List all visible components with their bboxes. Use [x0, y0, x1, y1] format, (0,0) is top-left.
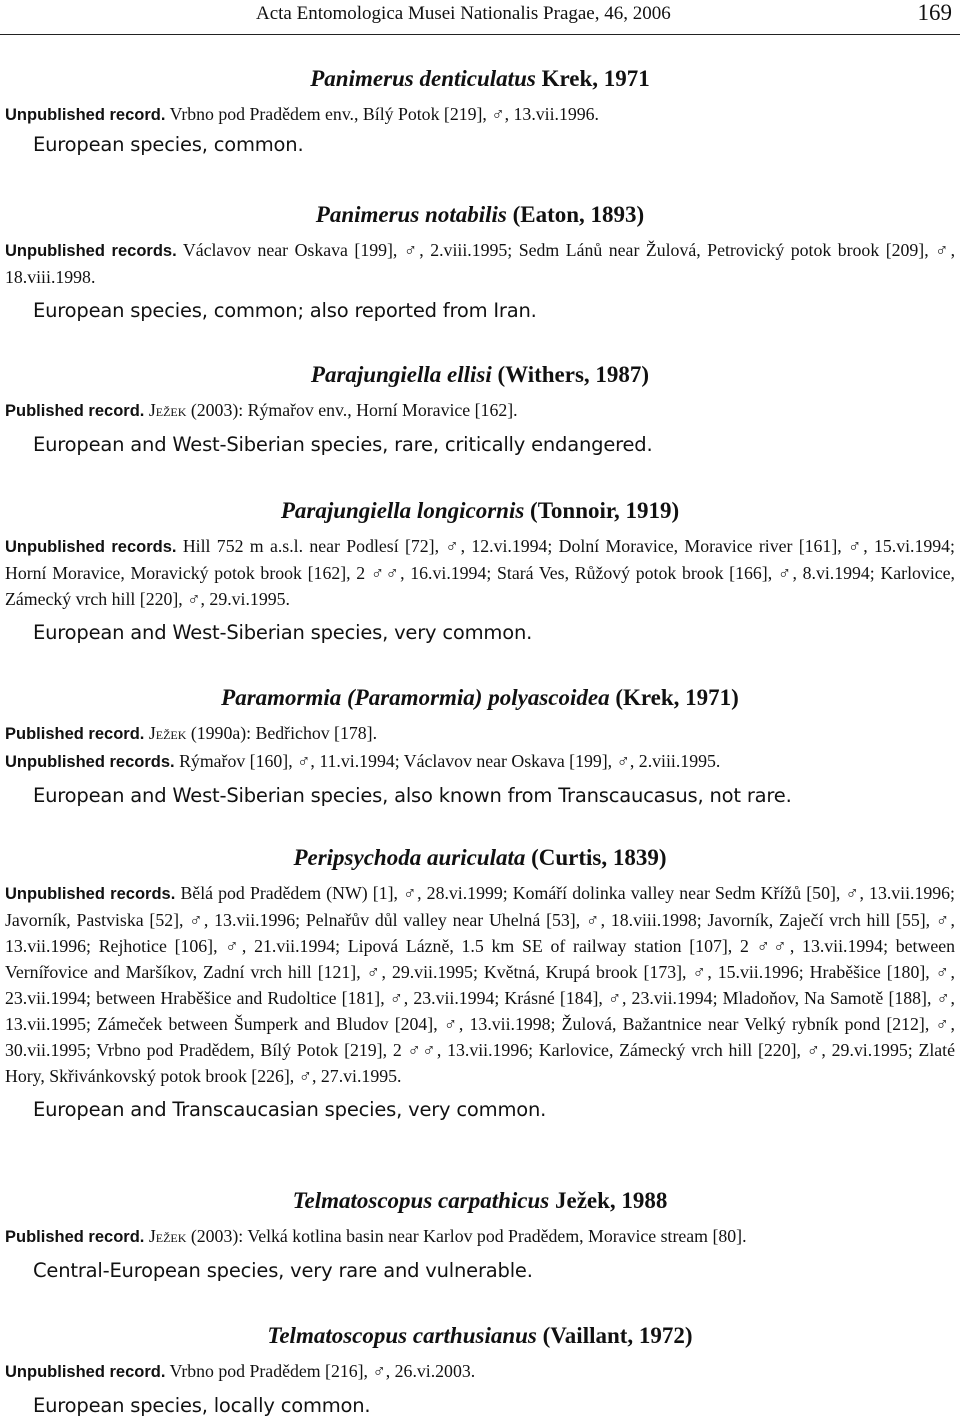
species-name: Panimerus notabilis	[315, 202, 507, 227]
record-label: Unpublished record.	[5, 1363, 166, 1381]
record-text: (1990a): Bedřichov [178].	[190, 723, 378, 743]
species-name: Parajungiella ellisi	[310, 362, 492, 387]
record-text: Vrbno pod Pradědem [216], ♂, 26.vi.2003.	[169, 1361, 476, 1381]
species-author: (Withers, 1987)	[497, 362, 650, 387]
record-text: (2003): Velká kotlina basin near Karlov pod Pradědem, Moravice stream [80].	[190, 1226, 747, 1246]
record-paragraph	[5, 533, 955, 612]
species-entry	[5, 200, 955, 325]
record-paragraph	[5, 1358, 955, 1385]
record-label: Unpublished records.	[5, 885, 176, 903]
species-title	[5, 1186, 955, 1216]
species-name: Peripsychoda auriculata	[293, 845, 526, 870]
running-header	[0, 0, 960, 35]
distribution-note: European species, common.	[33, 133, 304, 156]
record-paragraph	[5, 237, 955, 290]
distribution-note: Central-European species, very rare and vulnerable.	[33, 1259, 533, 1282]
species-author: Krek, 1971	[541, 66, 650, 91]
species-entry	[5, 843, 955, 1124]
species-entry	[5, 683, 955, 810]
record-label: Published record.	[5, 1228, 145, 1246]
record-text: Bělá pod Pradědem (NW) [1], ♂, 28.vi.1999; Komáří dolinka valley near Sedm Křížů [50], ♂, 13.vii.1996; Javorník, Pastviska [52], ♂, 13.vii.1996; Pelnařův důl valley near Uhelná [53], ♂, 18.viii.1998; Javorník, Zaječí vrch hill [55], ♂, 13.vii.1996; Rejhotice [106], ♂, 21.vii.1994; Lipová Lázně, 1.5 km SE of railway station [107], 2 ♂♂, 13.vii.1994; between Vernířovice and Maršíkov, Zadní vrch hill [121], ♂, 29.vii.1995; Květná, Krupá brook [173], ♂, 15.vii.1996; Hraběšice [180], ♂, 23.vii.1994; between Hraběšice and Rudoltice [181], ♂, 23.vii.1994; Krásné [184], ♂, 23.vii.1994; Mladoňov, Na Samotě [188], ♂, 13.vii.1995; Zámeček between Šumperk and Bludov [204], ♂, 13.vii.1998; Žulová, Bažantnice near Velký rybník pond [212], ♂, 30.vii.1995; Vrbno pod Pradědem, Bílý Potok [219], 2 ♂♂, 13.vii.1996; Karlovice, Zámecký vrch hill [220], ♂, 29.vi.1995; Zlaté Hory, Skřivánkovský potok brook [226], ♂, 27.vi.1995.	[5, 883, 955, 1086]
record-label: Published record.	[5, 725, 145, 743]
record-text: (2003): Rýmařov env., Horní Moravice [162].	[190, 400, 518, 420]
record-label: Unpublished records.	[5, 753, 175, 771]
record-label: Published record.	[5, 402, 145, 420]
distribution-note: European species, common; also reported from Iran.	[33, 299, 537, 322]
record-paragraph	[5, 748, 955, 775]
species-title	[5, 843, 955, 873]
species-author: (Tonnoir, 1919)	[530, 498, 680, 523]
species-name: Telmatoscopus carthusianus	[267, 1323, 537, 1348]
page-number: 169	[917, 0, 952, 25]
record-label: Unpublished record.	[5, 106, 166, 124]
species-title	[5, 360, 955, 390]
distribution-note: European and West-Siberian species, rare, critically endangered.	[33, 433, 653, 456]
species-title	[5, 1321, 955, 1351]
species-title	[5, 683, 955, 713]
cited-author: Ježek	[148, 723, 187, 743]
species-author: Ježek, 1988	[554, 1188, 668, 1213]
species-entry	[5, 360, 955, 459]
species-author: (Krek, 1971)	[615, 685, 739, 710]
species-entry	[5, 64, 955, 159]
species-name: Telmatoscopus carpathicus	[292, 1188, 550, 1213]
species-title	[5, 64, 955, 94]
species-title	[5, 496, 955, 526]
species-author: (Curtis, 1839)	[531, 845, 667, 870]
species-author: (Eaton, 1893)	[512, 202, 645, 227]
record-paragraph	[5, 880, 955, 1089]
record-text: Hill 752 m a.s.l. near Podlesí [72], ♂, 12.vi.1994; Dolní Moravice, Moravice river [161], ♂, 15.vi.1994; Horní Moravice, Moravický potok brook [162], 2 ♂♂, 16.vi.1994; Stará Ves, Růžový potok brook [166], ♂, 8.vi.1994; Karlovice, Zámecký vrch hill [220], ♂, 29.vi.1995.	[5, 536, 955, 609]
record-text: Vrbno pod Pradědem env., Bílý Potok [219], ♂, 13.vii.1996.	[169, 104, 599, 124]
distribution-note: European and West-Siberian species, very common.	[33, 621, 533, 644]
cited-author: Ježek	[148, 400, 187, 420]
species-name: Parajungiella longicornis	[280, 498, 525, 523]
journal-citation: Acta Entomologica Musei Nationalis Pragae, 46, 2006	[256, 3, 671, 24]
species-title	[5, 200, 955, 230]
species-author: (Vaillant, 1972)	[542, 1323, 693, 1348]
distribution-note: European and Transcaucasian species, very common.	[33, 1098, 547, 1121]
species-entry	[5, 496, 955, 647]
record-paragraph	[5, 397, 955, 424]
species-entry	[5, 1186, 955, 1285]
record-label: Unpublished records.	[5, 538, 177, 556]
species-name: Paramormia (Paramormia) polyascoidea	[221, 685, 610, 710]
distribution-note: European species, locally common.	[33, 1394, 371, 1417]
record-paragraph	[5, 1223, 955, 1250]
distribution-note: European and West-Siberian species, also known from Transcaucasus, not rare.	[33, 784, 792, 807]
record-text: Rýmařov [160], ♂, 11.vi.1994; Václavov near Oskava [199], ♂, 2.viii.1995.	[179, 751, 721, 771]
record-paragraph	[5, 101, 955, 128]
record-paragraph	[5, 720, 955, 747]
cited-author: Ježek	[148, 1226, 187, 1246]
species-entry	[5, 1321, 955, 1420]
record-text: Václavov near Oskava [199], ♂, 2.viii.1995; Sedm Lánů near Žulová, Petrovický potok brook [209], ♂, 18.viii.1998.	[5, 240, 956, 287]
record-label: Unpublished records.	[5, 242, 177, 260]
species-name: Panimerus denticulatus	[310, 66, 536, 91]
